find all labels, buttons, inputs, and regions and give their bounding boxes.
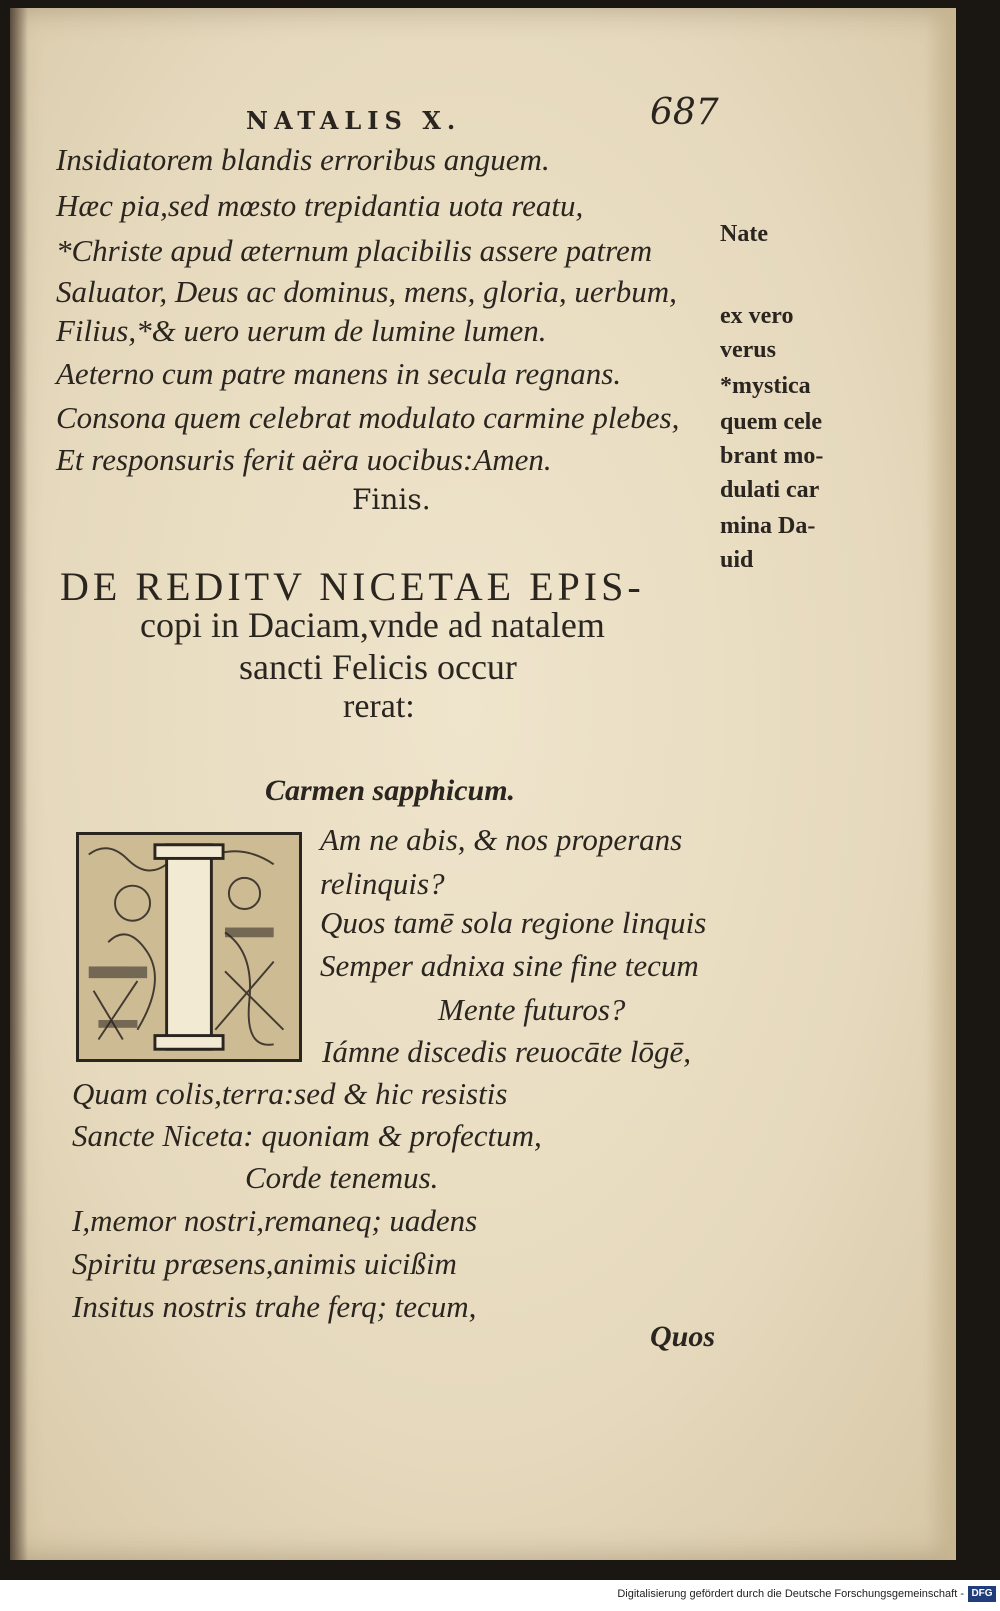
running-head: NATALIS X. (246, 106, 462, 135)
poem-line: Iámne discedis reuocāte lōgē, (322, 1034, 692, 1069)
verse-line: Aeterno cum patre manens in secula regnans. (56, 356, 622, 391)
poem-line: I,memor nostri,remaneq; uadens (72, 1203, 478, 1238)
poem-line: Corde tenemus. (245, 1160, 439, 1195)
catchword: Quos (650, 1320, 716, 1353)
funding-credit: Digitalisierung gefördert durch die Deutsche Forschungsgemeinschaft - (617, 1588, 964, 1600)
margin-note: brant mo- (720, 443, 824, 469)
verse-line: Insidiatorem blandis erroribus anguem. (56, 142, 550, 177)
page-gutter-shadow (10, 8, 28, 1560)
finis-label: Finis. (352, 483, 431, 516)
poem-line: Quam colis,terra:sed & hic resistis (72, 1076, 508, 1111)
verse-line: Saluator, Deus ac dominus, mens, gloria, uerbum, (56, 274, 677, 309)
dfg-logo: DFG (968, 1586, 996, 1602)
book-page (10, 8, 956, 1560)
verse-line: Hæc pia,sed mœsto trepidantia uota reatu, (56, 188, 584, 223)
verse-line: Consona quem celebrat modulato carmine plebes, (56, 400, 680, 435)
verse-line: *Christe apud æternum placibilis assere patrem (56, 233, 653, 268)
section-heading: DE REDITV NICETAE EPIS- (60, 564, 645, 609)
section-heading: sancti Felicis occur (239, 647, 517, 687)
margin-note: *mystica (720, 373, 811, 399)
poem-line: Insitus nostris trahe ferq; tecum, (72, 1289, 477, 1324)
verse-line: Et responsuris ferit aëra uocibus:Amen. (56, 442, 552, 477)
poem-line: Mente futuros? (438, 992, 626, 1027)
poem-line: Semper adnixa sine fine tecum (320, 948, 699, 983)
verse-line: Filius,*& uero uerum de lumine lumen. (56, 313, 547, 348)
page-edge (926, 8, 956, 1560)
poem-line: Am ne abis, & nos properans (320, 822, 683, 857)
poem-line: Quos tamē sola regione linquis (320, 905, 707, 940)
margin-note: verus (720, 337, 776, 363)
page-number: 687 (650, 92, 719, 133)
section-heading: rerat: (343, 688, 415, 725)
poem-subtitle: Carmen sapphicum. (265, 774, 516, 807)
section-heading: copi in Daciam,vnde ad natalem (140, 605, 605, 645)
margin-note: ex vero (720, 303, 794, 329)
margin-note: quem cele (720, 409, 822, 435)
margin-note: uid (720, 547, 754, 573)
woodcut-initial-i (76, 832, 302, 1062)
margin-note: mina Da- (720, 513, 816, 539)
poem-line: Spiritu præsens,animis uicißim (72, 1246, 457, 1281)
margin-note: dulati car (720, 477, 820, 503)
poem-line: relinquis? (320, 866, 445, 901)
footer-bar (0, 1580, 1000, 1611)
margin-note: Nate (720, 221, 768, 247)
poem-line: Sancte Niceta: quoniam & profectum, (72, 1118, 542, 1153)
